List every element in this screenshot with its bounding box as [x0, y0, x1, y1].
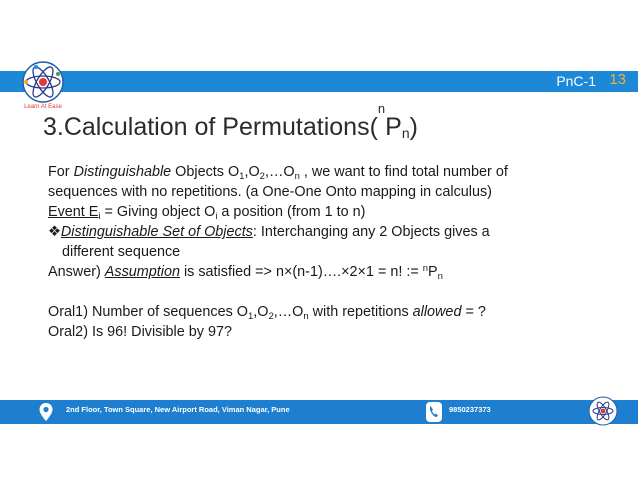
text-line-5: different sequence [62, 244, 181, 260]
slide-body [48, 162, 623, 342]
location-pin-icon [38, 402, 54, 422]
text-line-7: Oral1) Number of sequences $O_1,O_2,\dots O_n$ with repetitions allowed = ? [48, 304, 486, 322]
text-line-8: Oral2) Is 96! Divisible by 97? [48, 324, 232, 340]
learn-at-ease-logo [16, 58, 70, 110]
svg-text:Learn At Ease: Learn At Ease [24, 104, 62, 110]
diamond-bullet-icon: ❖ [48, 224, 61, 240]
header-bar [0, 71, 638, 92]
footer-phone: 9850237373 [449, 405, 491, 414]
footer-logo [588, 396, 618, 426]
slide-tag: PnC-1 [556, 73, 596, 89]
phone-icon [425, 401, 443, 423]
text-line-2: sequences with no repetitions. (a One-One Onto mapping in calculus) [48, 184, 492, 200]
slide-number: 13 [609, 71, 626, 88]
footer-address: 2nd Floor, Town Square, New Airport Road, Viman Nagar, Pune [66, 405, 290, 414]
text-line-4: ❖Distinguishable Set of Objects: Interchanging any 2 Objects gives a [48, 224, 490, 240]
text-line-3: Event $E_i$ = Giving object $O_i$ a position (from 1 to n) [48, 204, 366, 222]
text-line-6: Answer) Assumption is satisfied => n×(n-1)….×2×1 = n! := $^nP_n$ [48, 263, 443, 282]
page-title: 3.Calculation of $Permutations(^nP_n)$ [43, 101, 418, 141]
text-line-1: For Distinguishable Objects $O_1,O_2,\dots O_n$ , we want to find total number of [48, 164, 508, 182]
